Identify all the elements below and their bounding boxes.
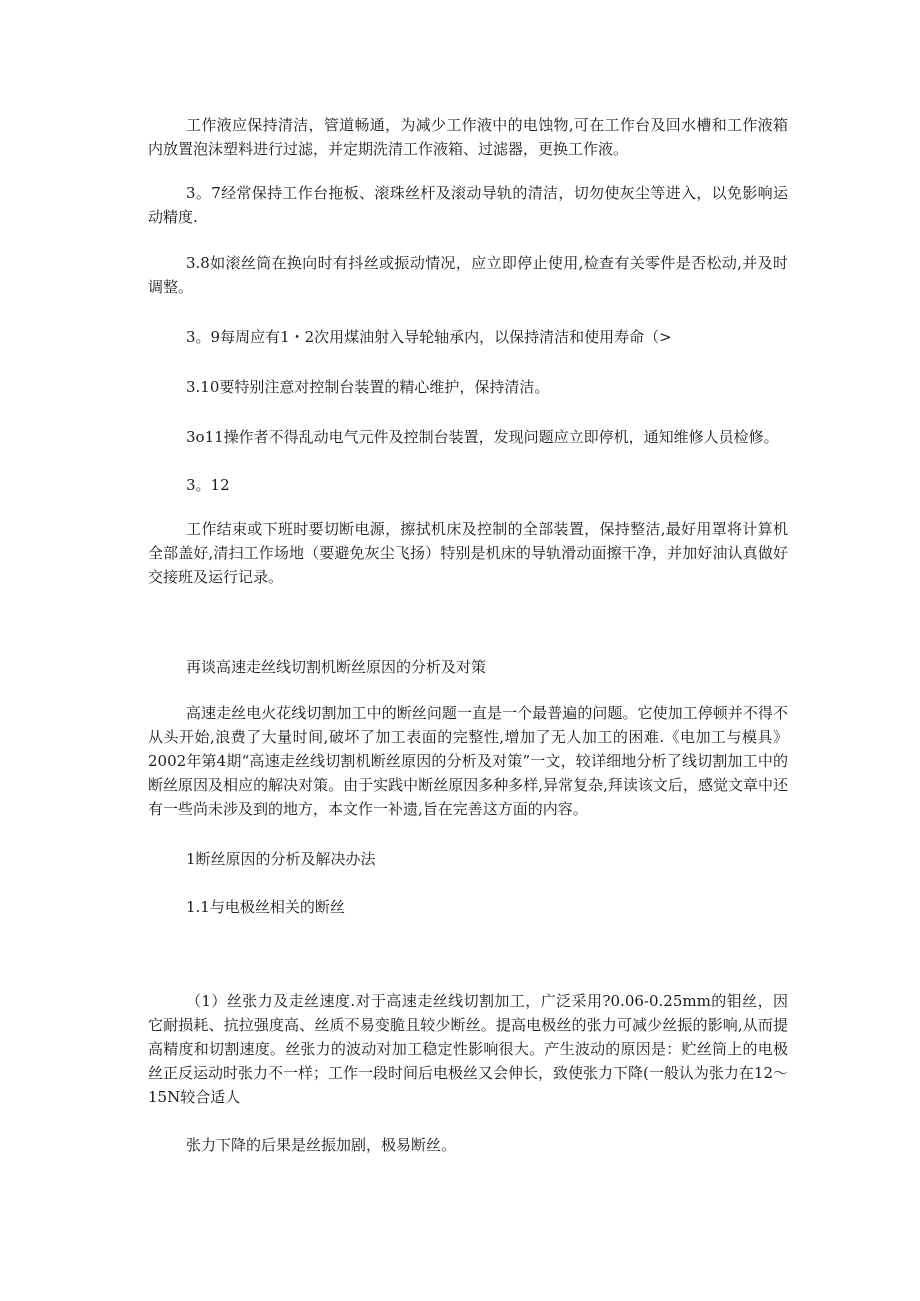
paragraph-3-12: 3。12	[186, 476, 230, 494]
article-title: 再谈高速走丝线切割机断丝原因的分析及对策	[186, 658, 487, 676]
paragraph-item-1-result: 张力下降的后果是丝振加剧，极易断丝。	[186, 1136, 457, 1154]
paragraph-working-fluid: 工作液应保持清洁，管道畅通，为减少工作液中的电蚀物,可在工作台及回水槽和工作液箱内放置泡沫塑料进行过滤，并定期洗清工作液箱、过滤器，更换工作液。	[148, 116, 788, 158]
paragraph-item-1: （1）丝张力及走丝速度.对于高速走丝线切割加工，广泛采用?0.06-0.25mm的钼丝，因它耐损耗、抗拉强度高、丝质不易变脆且较少断丝。提高电极丝的张力可减少丝振的影响,从而提高精度和切割速度。丝张力的波动对加工稳定性影响很大。产生波动的原因是：贮丝筒上的电极丝正反运动时张力不一样；工作一段时间后电极丝又会伸长，致使张力下降(一般认为张力在12〜15N较合适人	[148, 992, 788, 1106]
paragraph-3-7: 3。7经常保持工作台拖板、滚珠丝杆及滚动导轨的清洁，切勿使灰尘等进入，以免影响运动精度.	[148, 184, 788, 226]
paragraph-3-10: 3.10要特别注意对控制台装置的精心维护，保持清洁。	[186, 378, 550, 396]
paragraph-3-9: 3。9每周应有1・2次用煤油射入导轮轴承内，以保持清洁和使用寿命（>	[186, 328, 672, 346]
paragraph-end-of-work: 工作结束或下班时要切断电源，擦拭机床及控制的全部装置，保持整洁,最好用罩将计算机全部盖好,清扫工作场地（要避免灰尘飞扬）特别是机床的导轨滑动面擦干净，并加好油认真做好交接班及运行记录。	[148, 520, 788, 586]
paragraph-3-8: 3.8如滚丝筒在换向时有抖丝或振动情况，应立即停止使用,检查有关零件是否松动,并及时调整。	[148, 254, 788, 296]
paragraph-intro: 高速走丝电火花线切割加工中的断丝问题一直是一个最普遍的问题。它使加工停顿并不得不从头开始,浪费了大量时间,破坏了加工表面的完整性,增加了无人加工的困难.《电加工与模具》2002年第4期“高速走丝线切割机断丝原因的分析及对策”一文，较详细地分析了线切割加工中的断丝原因及相应的解决对策。由于实践中断丝原因多种多样,异常复杂,拜读该文后，感觉文章中还有一些尚未涉及到的地方，本文作一补遗,旨在完善这方面的内容。	[148, 704, 788, 818]
section-heading-1: 1断丝原因的分析及解决办法	[186, 850, 376, 868]
paragraph-3-11: 3o11操作者不得乱动电气元件及控制台装置，发现问题应立即停机，通知维修人员检修。	[186, 428, 779, 446]
section-heading-1-1: 1.1与电极丝相关的断丝	[186, 898, 345, 916]
